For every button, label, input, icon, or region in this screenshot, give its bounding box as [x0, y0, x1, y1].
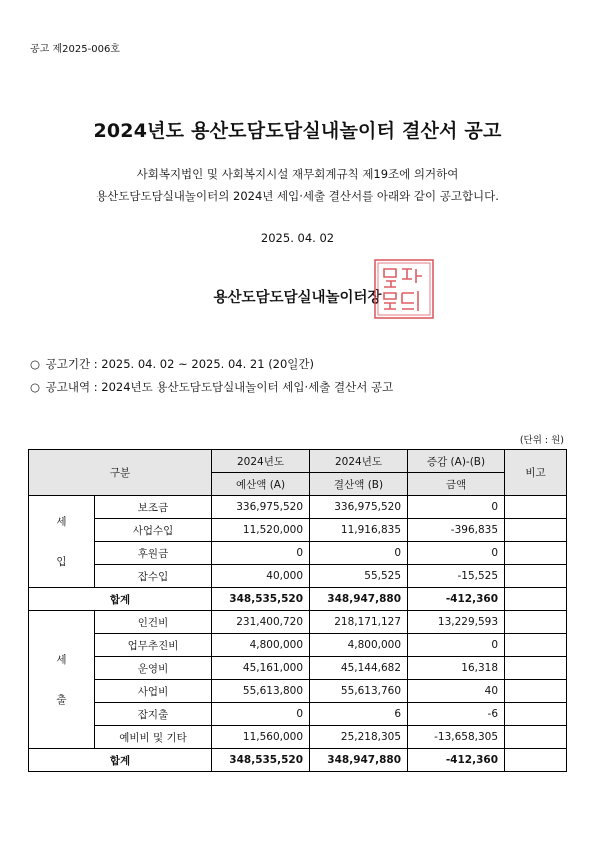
cell-settle: 0	[310, 542, 408, 565]
cell-item: 사업비	[95, 680, 212, 703]
total-settle: 348,947,880	[310, 588, 408, 611]
total-diff: -412,360	[408, 749, 505, 772]
cell-note	[505, 703, 567, 726]
official-seal-icon	[372, 257, 436, 321]
intro-line-2: 용산도담도담실내놀이터의 2024년 세입·세출 결산서를 아래와 같이 공고합니다.	[96, 189, 499, 203]
table-row	[29, 703, 567, 726]
unit-label: (단위 : 원)	[519, 435, 564, 446]
header-note: 비고	[505, 450, 567, 496]
cell-settle: 336,975,520	[310, 496, 408, 519]
table-row	[29, 657, 567, 680]
total-settle: 348,947,880	[310, 749, 408, 772]
bullet-circle-icon: ○	[30, 357, 41, 371]
cell-note	[505, 519, 567, 542]
cell-note	[505, 634, 567, 657]
cell-note	[505, 749, 567, 772]
cell-item: 업무추진비	[95, 634, 212, 657]
cell-diff: 0	[408, 542, 505, 565]
cell-diff: -13,658,305	[408, 726, 505, 749]
cell-budget: 45,161,000	[212, 657, 310, 680]
cell-settle: 218,171,127	[310, 611, 408, 634]
cell-note	[505, 657, 567, 680]
cell-item: 운영비	[95, 657, 212, 680]
notice-number: 공고 제2025-006호	[30, 44, 120, 55]
cell-budget: 0	[212, 703, 310, 726]
cell-settle: 45,144,682	[310, 657, 408, 680]
cell-note	[505, 680, 567, 703]
cell-item: 잡수입	[95, 565, 212, 588]
cell-settle: 4,800,000	[310, 634, 408, 657]
cell-note	[505, 542, 567, 565]
cell-budget: 40,000	[212, 565, 310, 588]
settlement-table	[28, 449, 567, 772]
cell-item: 인건비	[95, 611, 212, 634]
organization-name: 용산도담도담실내놀이터장	[213, 290, 382, 306]
cell-note	[505, 611, 567, 634]
revenue-section-label: 세 입	[29, 496, 95, 588]
total-label: 합계	[29, 749, 212, 772]
cell-settle: 11,916,835	[310, 519, 408, 542]
cell-diff: -396,835	[408, 519, 505, 542]
cell-note	[505, 496, 567, 519]
cell-diff: 16,318	[408, 657, 505, 680]
notice-date: 2025. 04. 02	[260, 231, 335, 245]
bullet-period-text: 공고기간 : 2025. 04. 02 ~ 2025. 04. 21 (20일간)	[45, 357, 315, 371]
header-category: 구분	[29, 450, 212, 496]
cell-item: 사업수입	[95, 519, 212, 542]
table-row	[29, 634, 567, 657]
total-budget: 348,535,520	[212, 749, 310, 772]
table-row	[29, 542, 567, 565]
cell-settle: 55,613,760	[310, 680, 408, 703]
cell-diff: 13,229,593	[408, 611, 505, 634]
cell-diff: -6	[408, 703, 505, 726]
bullet-circle-icon: ○	[30, 380, 41, 394]
revenue-total-row	[29, 588, 567, 611]
total-label: 합계	[29, 588, 212, 611]
expense-total-row	[29, 749, 567, 772]
cell-budget: 336,975,520	[212, 496, 310, 519]
table-row	[29, 680, 567, 703]
cell-diff: 0	[408, 496, 505, 519]
page-title: 2024년도 용산도담도담실내놀이터 결산서 공고	[93, 120, 502, 142]
header-budget-year: 2024년도	[212, 450, 310, 473]
expense-section-label: 세 출	[29, 611, 95, 749]
table-row	[29, 565, 567, 588]
cell-item: 잡지출	[95, 703, 212, 726]
cell-budget: 231,400,720	[212, 611, 310, 634]
header-diff-amount: 금액	[408, 473, 505, 496]
total-diff: -412,360	[408, 588, 505, 611]
cell-budget: 0	[212, 542, 310, 565]
cell-budget: 55,613,800	[212, 680, 310, 703]
header-settle: 결산액 (B)	[310, 473, 408, 496]
total-budget: 348,535,520	[212, 588, 310, 611]
intro-line-1: 사회복지법인 및 사회복지시설 재무회계규칙 제19조에 의거하여	[136, 167, 459, 181]
cell-settle: 6	[310, 703, 408, 726]
header-settle-year: 2024년도	[310, 450, 408, 473]
cell-budget: 4,800,000	[212, 634, 310, 657]
cell-note	[505, 565, 567, 588]
cell-diff: -15,525	[408, 565, 505, 588]
header-budget: 예산액 (A)	[212, 473, 310, 496]
cell-note	[505, 726, 567, 749]
cell-settle: 25,218,305	[310, 726, 408, 749]
table-row	[29, 726, 567, 749]
table-row	[29, 519, 567, 542]
bullet-contents-text: 공고내역 : 2024년도 용산도담도담실내놀이터 세입·세출 결산서 공고	[45, 380, 394, 394]
bullet-contents	[30, 379, 393, 395]
cell-note	[505, 588, 567, 611]
cell-diff: 0	[408, 634, 505, 657]
cell-budget: 11,560,000	[212, 726, 310, 749]
table-row	[29, 496, 567, 519]
bullet-period	[30, 356, 314, 372]
cell-item: 후원금	[95, 542, 212, 565]
cell-diff: 40	[408, 680, 505, 703]
cell-budget: 11,520,000	[212, 519, 310, 542]
cell-item: 예비비 및 기타	[95, 726, 212, 749]
cell-item: 보조금	[95, 496, 212, 519]
header-diff: 증감 (A)-(B)	[408, 450, 505, 473]
cell-settle: 55,525	[310, 565, 408, 588]
table-body	[29, 496, 567, 772]
table-row	[29, 611, 567, 634]
